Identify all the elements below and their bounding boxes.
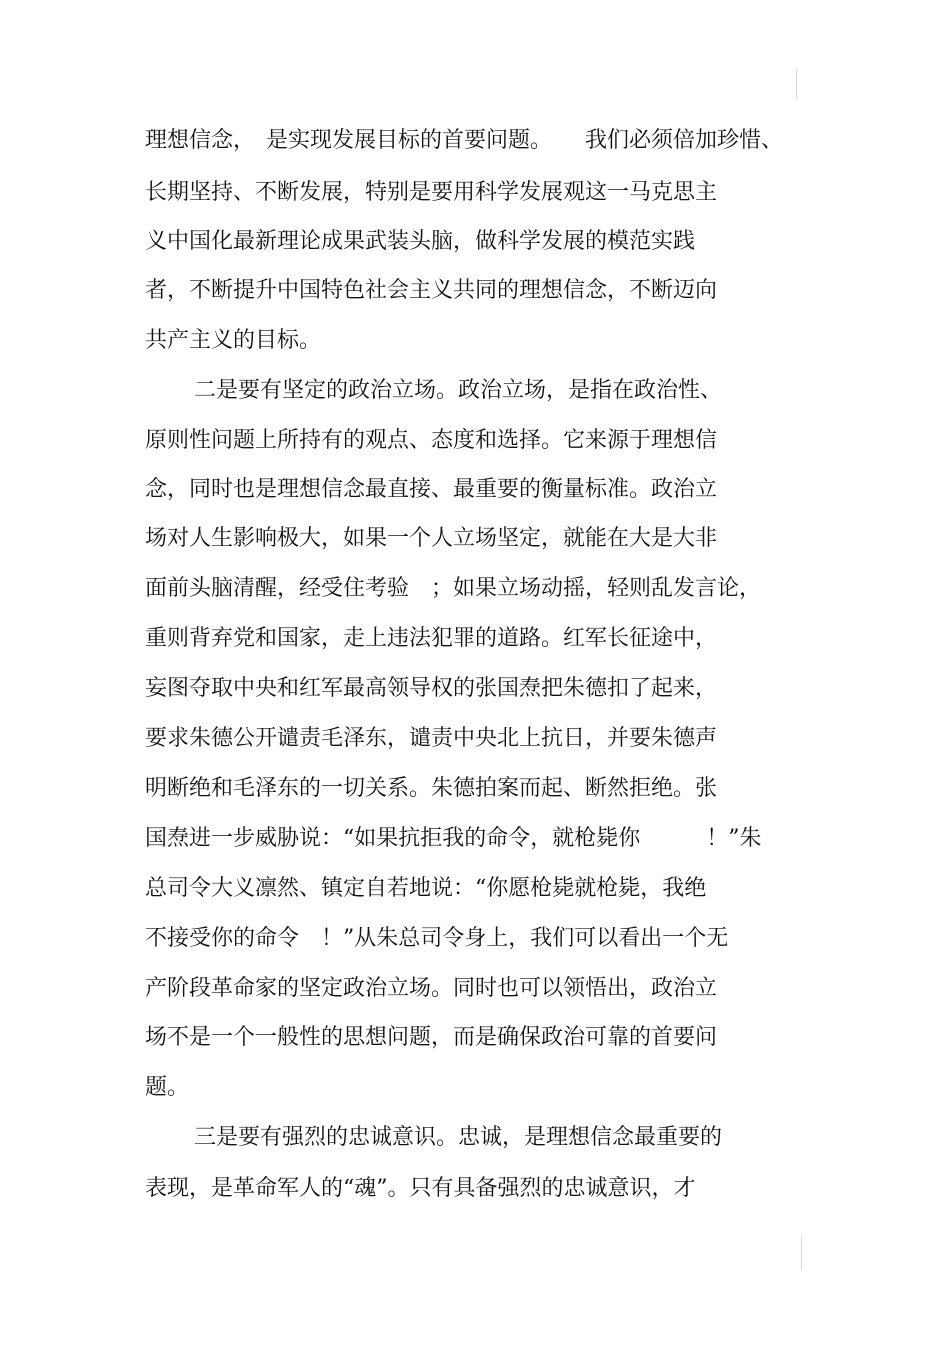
paragraph-line: 国焘进一步威胁说：“如果抗拒我的命令，就枪毙你 ！”朱 [145,826,762,851]
paragraph-line: 念，同时也是理想信念最直接、最重要的衡量标准。政治立 [145,477,718,502]
paragraph-line: 场对人生影响极大，如果一个人立场坚定，就能在大是大非 [145,526,718,551]
paragraph-line: 面前头脑清醒，经受住考验 ；如果立场动摇，轻则乱发言论， [145,576,762,601]
paragraph-line: 长期坚持、不断发展，特别是要用科学发展观这一马克思主 [145,180,718,205]
paragraph-line: 产阶段革命家的坚定政治立场。同时也可以领悟出，政治立 [145,976,718,1001]
paragraph-line: 重则背弃党和国家，走上违法犯罪的道路。红军长征途中， [145,626,718,651]
paragraph-line: 共产主义的目标。 [145,328,322,353]
paragraph-line: 不接受你的命令 ！”从朱总司令身上，我们可以看出一个无 [145,926,729,951]
paragraph-line: 明断绝和毛泽东的一切关系。朱德拍案而起、断然拒绝。张 [145,776,718,801]
margin-mark-top [796,68,797,100]
paragraph-line: 妄图夺取中央和红军最高领导权的张国焘把朱德扣了起来， [145,676,718,701]
paragraph-line: 场不是一个一般性的思想问题，而是确保政治可靠的首要问 [145,1025,718,1050]
paragraph-line: 要求朱德公开谴责毛泽东，谴责中央北上抗日，并要朱德声 [145,726,718,751]
paragraph-line: 三是要有强烈的忠诚意识。忠诚，是理想信念最重要的 [194,1125,723,1150]
paragraph-line: 题。 [145,1075,190,1100]
margin-mark-bottom [801,1236,802,1270]
paragraph-line: 总司令大义凛然、镇定自若地说：“你愿枪毙就枪毙，我绝 [145,876,707,901]
paragraph-line: 二是要有坚定的政治立场。政治立场，是指在政治性、 [194,378,723,403]
paragraph-line: 者，不断提升中国特色社会主义共同的理想信念，不断迈向 [145,278,718,303]
paragraph-line: 原则性问题上所持有的观点、态度和选择。它来源于理想信 [145,428,718,453]
paragraph-line: 表现，是革命军人的“魂”。只有具备强烈的忠诚意识，才 [145,1176,696,1201]
paragraph-line: 理想信念， 是实现发展目标的首要问题。 我们必须倍加珍惜、 [145,128,784,153]
paragraph-line: 义中国化最新理论成果武装头脑，做科学发展的模范实践 [145,229,696,254]
